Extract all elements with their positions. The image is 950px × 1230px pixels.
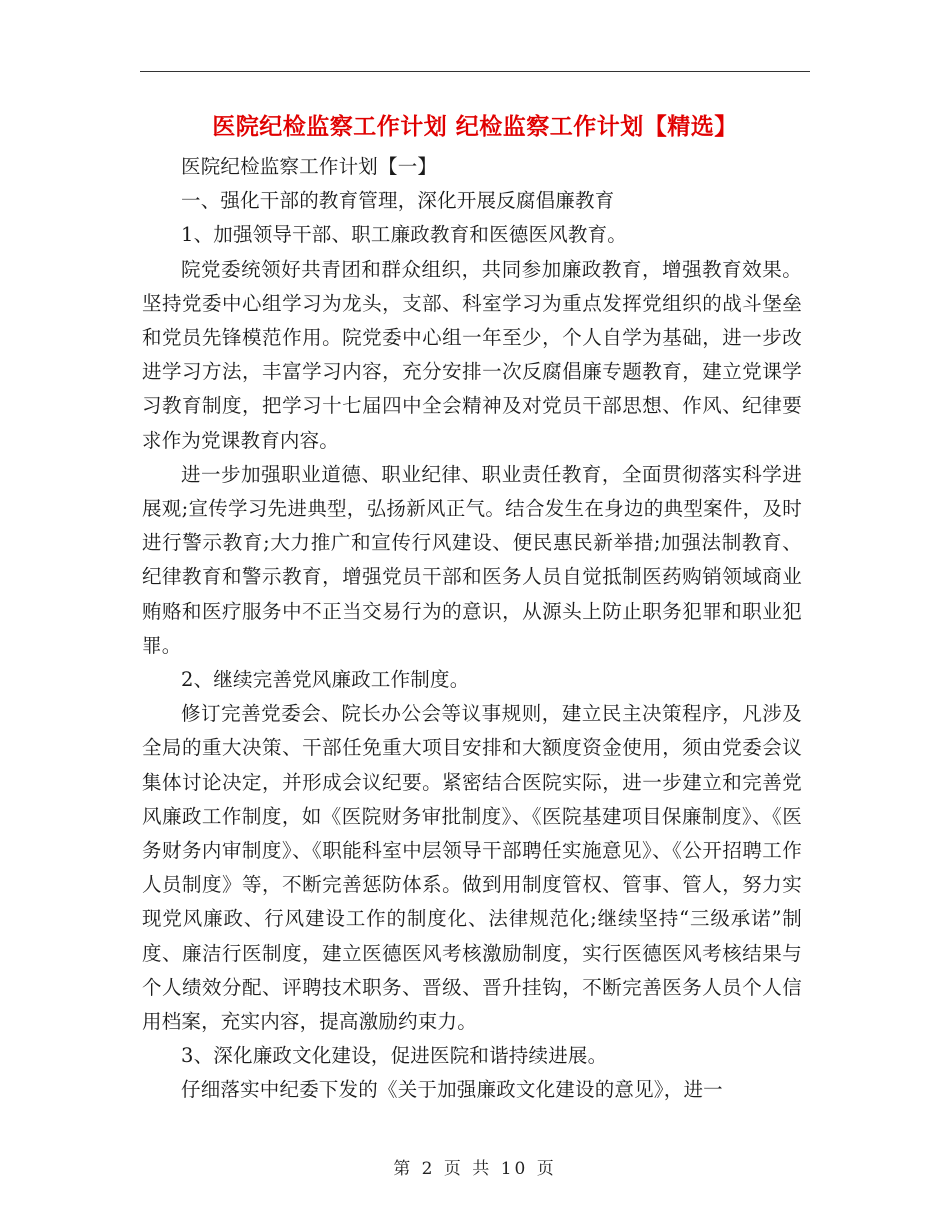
paragraph-subheading-2: 2、继续完善党风廉政工作制度。 <box>181 668 470 692</box>
paragraph-body: 进一步加强职业道德、职业纪律、职业责任教育，全面贯彻落实科学进展观;宣传学习先进典型，弘扬新风正气。结合发生在身边的典型案件，及时进行警示教育;大力推广和宣传行风建设、便民惠民新举措;加强法制教育、纪律教育和警示教育，增强党员干部和医务人员自觉抵制医药购销领域商业贿赂和医疗服务中不正当交易行为的意识，从源头上防止职务犯罪和职业犯罪。 <box>142 462 802 657</box>
paragraph-body: 修订完善党委会、院长办公会等议事规则，建立民主决策程序，凡涉及全局的重大决策、干部任免重大项目安排和大额度资金使用，须由党委会议集体讨论决定，并形成会议纪要。紧密结合医院实际，进一步建立和完善党风廉政工作制度，如《医院财务审批制度》、《医院基建项目保廉制度》、《医务财务内审制度》、《职能科室中层领导干部聘任实施意见》、《公开招聘工作人员制度》等，不断完善惩防体系。做到用制度管权、管事、管人，努力实现党风廉政、行风建设工作的制度化、法律规范化;继续坚持“三级承诺”制度、廉洁行医制度，建立医德医风考核激励制度，实行医德医风考核结果与个人绩效分配、评聘技术职务、晋级、晋升挂钩，不断完善医务人员个人信用档案，充实内容，提高激励约束力。 <box>142 702 802 1034</box>
document-title: 医院纪检监察工作计划 纪检监察工作计划【精选】 <box>212 113 738 140</box>
page-footer: 第 2 页 共 10 页 <box>393 1159 557 1179</box>
paragraph-body: 院党委统领好共青团和群众组织，共同参加廉政教育，增强教育效果。坚持党委中心组学习为龙头，支部、科室学习为重点发挥党组织的战斗堡垒和党员先锋模范作用。院党委中心组一年至少，个人自学为基础，进一步改进学习方法，丰富学习内容，充分安排一次反腐倡廉专题教育，建立党课学习教育制度，把学习十七届四中全会精神及对党员干部思想、作风、纪律要求作为党课教育内容。 <box>142 257 802 452</box>
paragraph-subheading-1: 1、加强领导干部、职工廉政教育和医德医风教育。 <box>181 223 628 247</box>
document-body <box>142 150 802 1108</box>
paragraph-section-heading: 医院纪检监察工作计划【一】 <box>181 155 438 178</box>
header-rule <box>140 71 810 72</box>
paragraph-body: 仔细落实中纪委下发的《关于加强廉政文化建设的意见》，进一 <box>181 1078 723 1102</box>
paragraph-heading-1: 一、强化干部的教育管理，深化开展反腐倡廉教育 <box>181 189 615 213</box>
paragraph-subheading-3: 3、深化廉政文化建设，促进医院和谐持续进展。 <box>181 1044 608 1068</box>
